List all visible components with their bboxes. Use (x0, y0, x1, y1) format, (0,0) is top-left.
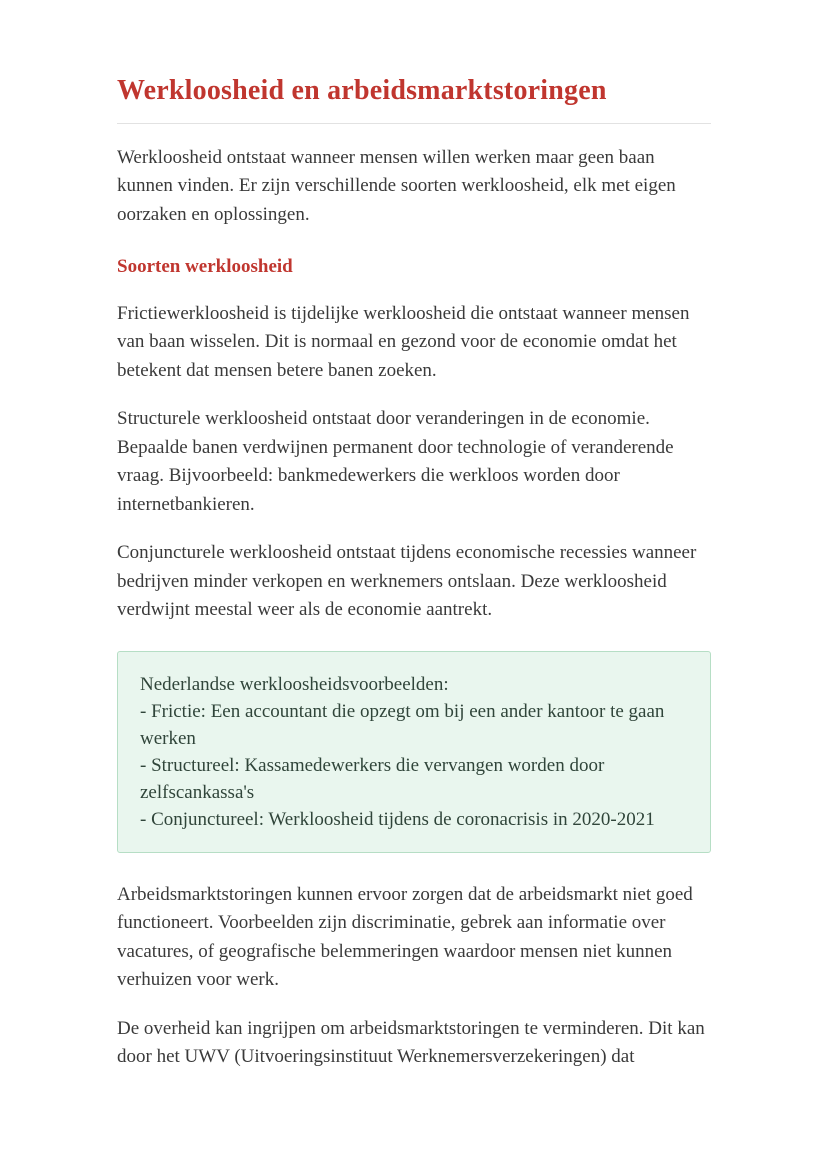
paragraph-intro: Werkloosheid ontstaat wanneer mensen willen werken maar geen baan kunnen vinden. Er zijn verschillende soorten werkloosheid, elk met eigen oorzaken en oplossingen. (117, 146, 676, 225)
example-box-heading: Nederlandse werkloosheidsvoorbeelden: (140, 673, 449, 695)
document-page (117, 0, 711, 1072)
example-item-frictie: - Frictie: Een accountant die opzegt om bij een ander kantoor te gaan werken (140, 700, 665, 749)
example-callout-box (117, 651, 711, 853)
title-divider (117, 123, 711, 124)
paragraph-structurele-werkloosheid: Structurele werkloosheid ontstaat door veranderingen in de economie. Bepaalde banen verdwijnen permanent door technologie of veranderende vraag. Bijvoorbeeld: bankmedewerkers die werkloos worden door internetbankieren. (117, 408, 674, 515)
section-heading-soorten-werkloosheid: Soorten werkloosheid (117, 256, 293, 278)
example-item-structureel: - Structureel: Kassamedewerkers die vervangen worden door zelfscankassa's (140, 754, 605, 803)
paragraph-frictiewerkloosheid: Frictiewerkloosheid is tijdelijke werkloosheid die ontstaat wanneer mensen van baan wisselen. Dit is normaal en gezond voor de economie omdat het betekent dat mensen betere banen zoeken. (117, 302, 690, 381)
paragraph-overheid-truncated: De overheid kan ingrijpen om arbeidsmarktstoringen te verminderen. Dit kan door het UWV (Uitvoeringsinstituut Werknemersverzekeringen) dat (117, 1017, 705, 1068)
page-title: Werkloosheid en arbeidsmarktstoringen (117, 75, 607, 106)
paragraph-arbeidsmarktstoringen: Arbeidsmarktstoringen kunnen ervoor zorgen dat de arbeidsmarkt niet goed functioneert. Voorbeelden zijn discriminatie, gebrek aan informatie over vacatures, of geografische belemmeringen waardoor mensen niet kunnen verhuizen voor werk. (117, 883, 693, 991)
example-item-conjunctureel: - Conjunctureel: Werkloosheid tijdens de coronacrisis in 2020-2021 (140, 808, 655, 830)
paragraph-conjuncturele-werkloosheid: Conjuncturele werkloosheid ontstaat tijdens economische recessies wanneer bedrijven minder verkopen en werknemers ontslaan. Deze werkloosheid verdwijnt meestal weer als de economie aantrekt. (117, 542, 697, 621)
